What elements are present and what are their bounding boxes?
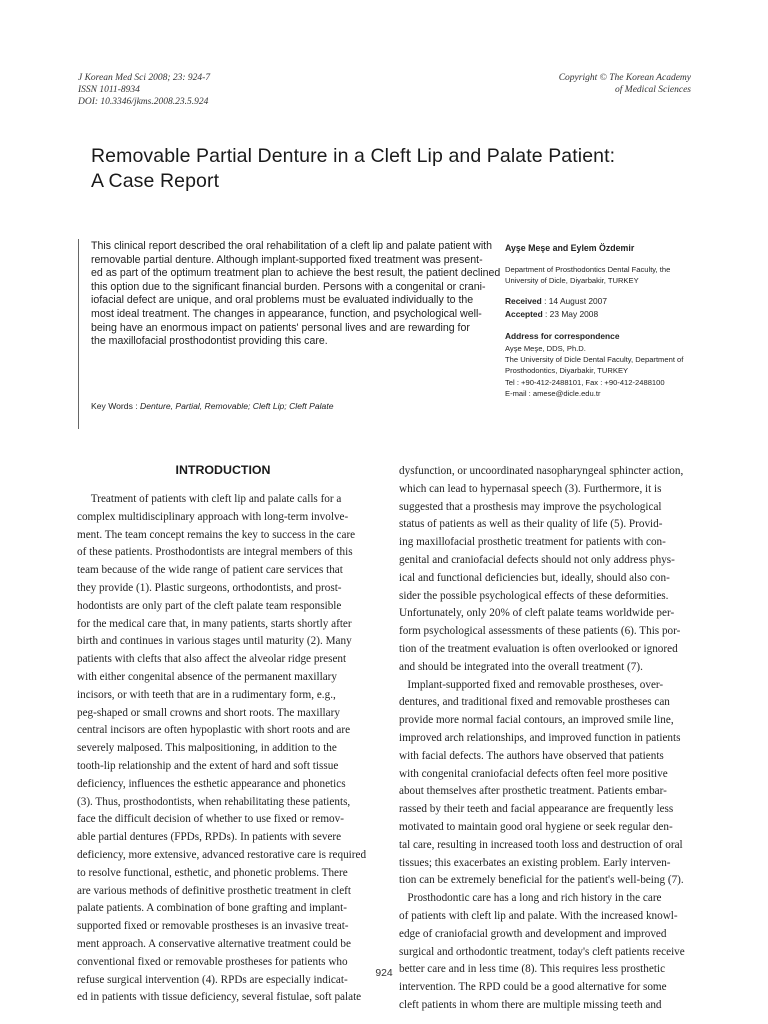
body-line: rassed by their teeth and facial appearance are frequently less: [399, 803, 674, 816]
correspondence-heading: Address for correspondence: [505, 331, 620, 341]
page-number: 924: [375, 968, 393, 979]
abstract-line: This clinical report described the oral rehabilitation of a cleft lip and palate patient with: [91, 240, 493, 252]
body-line: face the difficult decision of whether to use fixed or remov-: [77, 813, 344, 826]
abstract: [91, 240, 501, 349]
affiliation: [505, 264, 705, 286]
body-line: central incisors are often hypoplastic with short roots and are: [77, 724, 351, 737]
body-line: sider the possible psychological effects of these deformities.: [399, 589, 669, 602]
body-line: suggested that a prosthesis may improve the psychological: [399, 500, 662, 513]
body-line: Treatment of patients with cleft lip and palate calls for a: [77, 493, 342, 505]
body-line: motivated to maintain good oral hygiene or seek regular den-: [399, 820, 673, 833]
body-line: supported fixed or removable prostheses is an invasive treat-: [77, 920, 349, 933]
body-line: deficiency, more extensive, advanced restorative care is required: [77, 848, 367, 861]
keywords-label: Key Words :: [91, 401, 138, 411]
body-line: Prosthodontic care has a long and rich history in the care: [399, 892, 662, 905]
copyright-notice: [559, 72, 691, 96]
issn-line: ISSN 1011-8934: [78, 85, 140, 95]
body-line: of patients with cleft lip and palate. With the increased knowl-: [399, 909, 678, 922]
body-line: tissues; this exacerbates an existing problem. Early interven-: [399, 856, 671, 869]
correspondence-line: Ayşe Meşe, DDS, Ph.D.: [505, 344, 586, 353]
body-line: surgical and orthodontic treatment, today's cleft patients receive: [399, 945, 685, 958]
abstract-line: being have an enormous impact on patients' personal lives and are rewarding for: [91, 321, 470, 334]
body-line: team because of the wide range of patient care services that: [77, 564, 343, 577]
body-line: to resolve functional, esthetic, and phonetic problems. There: [77, 866, 348, 879]
body-line: about themselves after prosthetic treatment. Patients embar-: [399, 785, 667, 798]
body-line: for the medical care that, in many patients, starts shortly after: [77, 617, 352, 630]
accepted-value: : 23 May 2008: [545, 308, 599, 319]
correspondence-line: The University of Dicle Dental Faculty, Department of: [505, 355, 684, 365]
body-line: status of patients as well as their quality of life (5). Provid-: [399, 518, 663, 531]
abstract-line: most ideal treatment. The changes in appearance, function, and psychological well-: [91, 307, 482, 320]
affiliation-line: Department of Prosthodontics Dental Faculty, the: [505, 265, 671, 274]
body-line: better care and in less time (8). This requires less prosthetic: [399, 963, 666, 976]
body-line: able partial dentures (FPDs, RPDs). In patients with severe: [77, 831, 342, 844]
body-line: of these patients. Prosthodontists are integral members of this: [77, 546, 353, 559]
body-line: dysfunction, or uncoordinated nasopharyngeal sphincter action,: [399, 465, 684, 477]
body-line: patients with clefts that also affect the alveolar ridge present: [77, 653, 347, 666]
journal-citation: [78, 72, 210, 108]
body-line: refuse surgical intervention (4). RPDs are especially indicat-: [77, 973, 348, 986]
body-line: conventional fixed or removable prostheses for patients who: [77, 955, 348, 968]
body-line: they provide (1). Plastic surgeons, orthodontists, and prost-: [77, 581, 342, 594]
accepted-label: Accepted: [505, 308, 543, 319]
keywords: [91, 401, 334, 411]
body-line: tion of the treatment evaluation is often overlooked or ignored: [399, 642, 678, 655]
doi-line: DOI: 10.3346/jkms.2008.23.5.924: [78, 97, 209, 107]
accepted-date: [505, 308, 705, 321]
body-line: are various methods of definitive prosthetic treatment in cleft: [77, 884, 352, 897]
correspondence-address: [505, 343, 705, 399]
body-column-right: [399, 463, 691, 1015]
received-label: Received: [505, 296, 542, 306]
body-line: deficiency, influences the esthetic appearance and phonetics: [77, 777, 346, 790]
title-line: Removable Partial Denture in a Cleft Lip and Palate Patient:: [91, 145, 616, 167]
affiliation-line: University of Dicle, Diyarbakir, TURKEY: [505, 276, 639, 285]
body-line: with congenital craniofacial defects often feel more positive: [399, 767, 668, 780]
abstract-line: removable partial denture. Although implant-supported fixed treatment was present-: [91, 253, 483, 266]
body-line: cleft patients in whom there are multiple missing teeth and: [399, 998, 662, 1011]
body-line: edge of craniofacial growth and development and improved: [399, 927, 667, 940]
body-line: with either congenital absence of the permanent maxillary: [77, 670, 338, 683]
body-line: complex multidisciplinary approach with long-term involve-: [77, 510, 349, 523]
body-line: tooth-lip relationship and the extent of hard and soft tissue: [77, 759, 339, 772]
abstract-line: iofacial defect are unique, and oral problems must be evaluated individually to the: [91, 294, 474, 307]
abstract-line: this option due to the significant financial burden. Persons with a congenital or crani-: [91, 280, 486, 293]
body-line: peg-shaped or small crowns and short roots. The maxillary: [77, 706, 340, 719]
body-line: Unfortunately, only 20% of cleft palate teams worldwide per-: [399, 607, 675, 620]
article-dates: [505, 295, 705, 320]
body-line: tal care, resulting in increased tooth loss and destruction of oral: [399, 838, 683, 851]
copyright-line: of Medical Sciences: [615, 85, 691, 95]
author-sidebar: [505, 243, 705, 399]
correspondence-line: Prosthodontics, Diyarbakir, TURKEY: [505, 366, 629, 376]
abstract-line: ed as part of the optimum treatment plan to achieve the best result, the patient declined: [91, 267, 501, 280]
section-heading-introduction: INTRODUCTION: [175, 463, 271, 477]
article-title: [91, 144, 691, 194]
body-line: tion can be extremely beneficial for the patient's well-being (7).: [399, 874, 684, 887]
body-line: Implant-supported fixed and removable prostheses, over-: [399, 678, 664, 691]
body-line: form psychological assessments of these patients (6). This por-: [399, 625, 681, 638]
body-line: ing maxillofacial prosthetic treatment for patients with con-: [399, 536, 666, 549]
body-line: which can lead to hypernasal speech (3). Furthermore, it is: [399, 482, 662, 495]
title-line: A Case Report: [91, 170, 220, 192]
body-line: ment. The team concept remains the key to success in the care: [77, 528, 356, 541]
correspondence-line: Tel : +90-412-2488101, Fax : +90-412-2488100: [505, 377, 665, 387]
keywords-values: Denture, Partial, Removable; Cleft Lip; Cleft Palate: [140, 401, 334, 411]
body-line: intervention. The RPD could be a good alternative for some: [399, 981, 667, 994]
body-line: with facial defects. The authors have observed that patients: [399, 749, 664, 762]
body-line: ment approach. A conservative alternative treatment could be: [77, 937, 351, 950]
received-value: : 14 August 2007: [544, 296, 607, 306]
body-line: ical and functional deficiencies but, ideally, should also con-: [399, 571, 670, 584]
body-line: severely malposed. This malpositioning, in addition to the: [77, 742, 337, 755]
journal-citation-line: J Korean Med Sci 2008; 23: 924-7: [78, 73, 211, 83]
copyright-line: Copyright © The Korean Academy: [558, 73, 691, 83]
body-line: (3). Thus, prosthodontists, when rehabilitating these patients,: [77, 795, 351, 808]
received-date: [505, 295, 705, 308]
body-line: improved arch relationships, and improved function in patients: [399, 731, 681, 744]
body-line: palate patients. A combination of bone grafting and implant-: [77, 902, 347, 915]
body-line: hodontists are only part of the cleft palate team responsible: [77, 599, 342, 612]
authors: Ayşe Meşe and Eylem Özdemir: [505, 243, 635, 253]
abstract-line: the maxillofacial prosthodontist providing this care.: [91, 335, 328, 348]
body-line: birth and continues in various stages until maturity (2). Many: [77, 635, 352, 648]
body-line: incisors, or with teeth that are in a rudimentary form, e.g.,: [77, 688, 336, 701]
body-line: provide more normal facial contours, an improved smile line,: [399, 714, 674, 727]
abstract-rule: [78, 239, 79, 429]
body-line: ed in patients with tissue deficiency, several fistulae, soft palate: [77, 991, 362, 1004]
body-line: and should be integrated into the overall treatment (7).: [399, 660, 643, 673]
body-column-left: [77, 491, 369, 1007]
body-line: dentures, and traditional fixed and removable prostheses can: [399, 696, 670, 709]
body-line: genital and craniofacial defects should not only address phys-: [399, 553, 675, 566]
email-line: E-mail : amese@dicle.edu.tr: [505, 388, 601, 398]
